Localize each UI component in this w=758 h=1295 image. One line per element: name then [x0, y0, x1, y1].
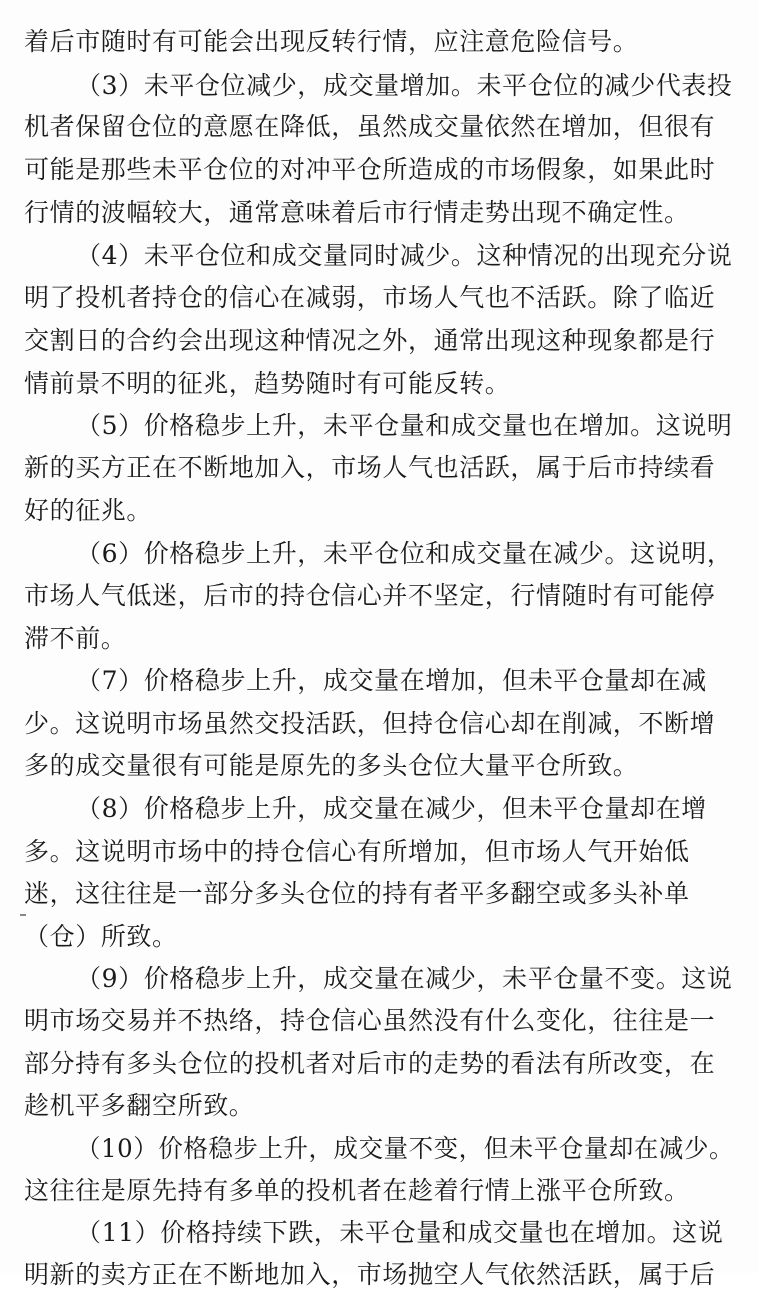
text-line: 部分持有多头仓位的投机者对后市的走势的看法有所改变，在 [24, 1049, 716, 1078]
text-line: 滞不前。 [24, 624, 127, 653]
text-line: 明了投机者持仓的信心在减弱，市场人气也不活跃。除了临近 [24, 283, 716, 312]
text-line: 行情的波幅较大，通常意味着后市行情走势出现不确定性。 [24, 198, 690, 227]
paragraph-9-start: （9）价格稳步上升，成交量在减少，未平仓量不变。这说 [76, 964, 733, 993]
text-line: 机者保留仓位的意愿在降低，虽然成交量依然在增加，但很有 [24, 112, 716, 141]
paragraph-7-start: （7）价格稳步上升，成交量在增加，但未平仓量却在减 [76, 666, 707, 695]
paragraph-11-start: （11）价格持续下跌，未平仓量和成交量也在增加。这说 [76, 1218, 724, 1247]
text-line: （仓）所致。 [24, 922, 178, 951]
paragraph-8-start: （8）价格稳步上升，成交量在减少，但未平仓量却在增 [76, 794, 707, 823]
text-line: 可能是那些未平仓位的对冲平仓所造成的市场假象，如果此时 [24, 155, 716, 184]
text-line: 明市场交易并不热络，持仓信心虽然没有什么变化，往往是一 [24, 1006, 716, 1035]
text-line: 着后市随时有可能会出现反转行情，应注意危险信号。 [24, 27, 639, 56]
paragraph-10-start: （10）价格稳步上升，成交量不变，但未平仓量却在减少。 [76, 1134, 735, 1163]
text-line: 这往往是原先持有多单的投机者在趁着行情上涨平仓所致。 [24, 1176, 690, 1205]
text-line: 多的成交量很有可能是原先的多头仓位大量平仓所致。 [24, 751, 639, 780]
text-line: 市场人气低迷，后市的持仓信心并不坚定，行情随时有可能停 [24, 581, 716, 610]
text-line: 明新的卖方正在不断地加入，市场抛空人气依然活跃，属于后 [24, 1260, 716, 1289]
paragraph-5-start: （5）价格稳步上升，未平仓量和成交量也在增加。这说明 [76, 411, 733, 440]
text-line: 好的征兆。 [24, 496, 153, 525]
text-line: 新的买方正在不断地加入，市场人气也活跃，属于后市持续看 [24, 453, 716, 482]
text-line: 趁机平多翻空所致。 [24, 1091, 255, 1120]
text-line: 情前景不明的征兆，趋势随时有可能反转。 [24, 369, 511, 398]
text-line: 迷，这往往是一部分多头仓位的持有者平多翻空或多头补单 [24, 879, 690, 908]
text-line: 少。这说明市场虽然交投活跃，但持仓信心却在削减，不断增 [24, 709, 716, 738]
text-line: 交割日的合约会出现这种情况之外，通常出现这种现象都是行 [24, 326, 716, 355]
scan-speck [20, 914, 26, 916]
text-line: 多。这说明市场中的持仓信心有所增加，但市场人气开始低 [24, 837, 690, 866]
paragraph-3-start: （3）未平仓位减少，成交量增加。未平仓位的减少代表投 [76, 71, 733, 100]
paragraph-6-start: （6）价格稳步上升，未平仓位和成交量在减少。这说明， [76, 539, 733, 568]
paragraph-4-start: （4）未平仓位和成交量同时减少。这种情况的出现充分说 [76, 241, 733, 270]
